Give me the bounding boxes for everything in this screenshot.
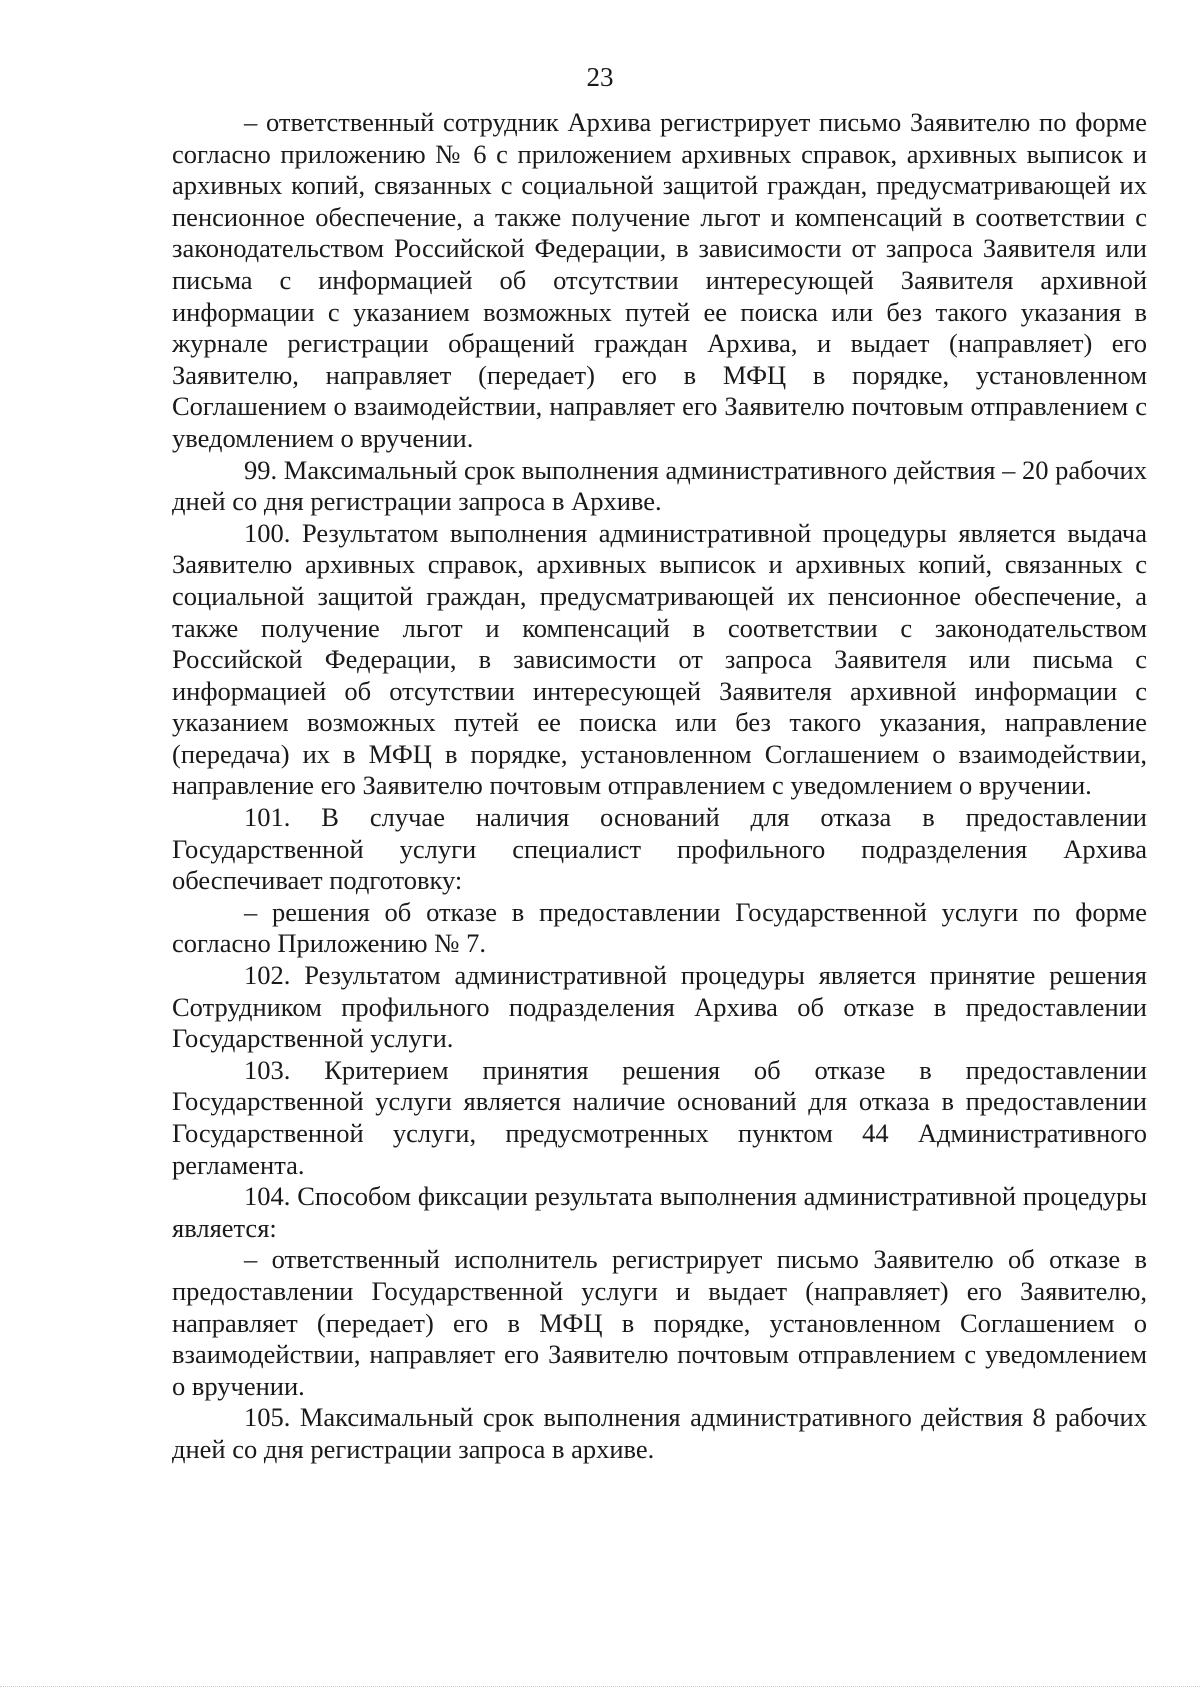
paragraph-refusal-registration: – ответственный исполнитель регистрирует письмо Заявителю об отказе в предоставлении Государственной услуги и выдает (направляет) его Заявителю, направляет (передает) его в МФЦ в порядке, установленном Соглашением о взаимодействии, направляет его Заявителю почтовым отправлением с уведомлением о вручении.: [172, 1244, 1147, 1401]
paragraph-102: 102. Результатом административной процедуры является принятие решения Сотрудником профильного подразделения Архива об отказе в предоставлении Государственной услуги.: [172, 960, 1147, 1054]
paragraph-100: 100. Результатом выполнения административной процедуры является выдача Заявителю архивных справок, архивных выписок и архивных копий, связанных с социальной защитой граждан, предусматривающей их пенсионное обеспечение, а также получение льгот и компенсаций в соответствии с законодательством Российской Федерации, в зависимости от запроса Заявителя или письма с информацией об отсутствии интересующей Заявителя архивной информации с указанием возможных путей ее поиска или без такого указания, направление (передача) их в МФЦ в порядке, установленном Соглашением о взаимодействии, направление его Заявителю почтовым отправлением с уведомлением о вручении.: [172, 517, 1147, 801]
paragraph-refusal-decision: – решения об отказе в предоставлении Государственной услуги по форме согласно Приложению № 7.: [172, 896, 1147, 959]
paragraph-99: 99. Максимальный срок выполнения административного действия – 20 рабочих дней со дня регистрации запроса в Архиве.: [172, 454, 1147, 517]
paragraph-101: 101. В случае наличия оснований для отказа в предоставлении Государственной услуги специалист профильного подразделения Архива обеспечивает подготовку:: [172, 802, 1147, 896]
scan-edge-line: [0, 1686, 1200, 1687]
page-number: 23: [586, 62, 614, 92]
document-body: [172, 107, 1147, 1466]
paragraph-105: 105. Максимальный срок выполнения административного действия 8 рабочих дней со дня регистрации запроса в архиве.: [172, 1402, 1147, 1464]
paragraph-104: 104. Способом фиксации результата выполнения административной процедуры является:: [172, 1181, 1147, 1243]
paragraph-archive-registration: – ответственный сотрудник Архива регистрирует письмо Заявителю по форме согласно приложению № 6 с приложением архивных справок, архивных выписок и архивных копий, связанных с социальной защитой граждан, предусматривающей их пенсионное обеспечение, а также получение льгот и компенсаций в соответствии с законодательством Российской Федерации, в зависимости от запроса Заявителя или письма с информацией об отсутствии интересующей Заявителя архивной информации с указанием возможных путей ее поиска или без такого указания в журнале регистрации обращений граждан Архива, и выдает (направляет) его Заявителю, направляет (передает) его в МФЦ в порядке, установленном Соглашением о взаимодействии, направляет его Заявителю почтовым отправлением с уведомлением о вручении.: [172, 107, 1147, 453]
paragraph-103: 103. Критерием принятия решения об отказе в предоставлении Государственной услуги является наличие оснований для отказа в предоставлении Государственной услуги, предусмотренных пунктом 44 Административного регламента.: [172, 1054, 1147, 1180]
